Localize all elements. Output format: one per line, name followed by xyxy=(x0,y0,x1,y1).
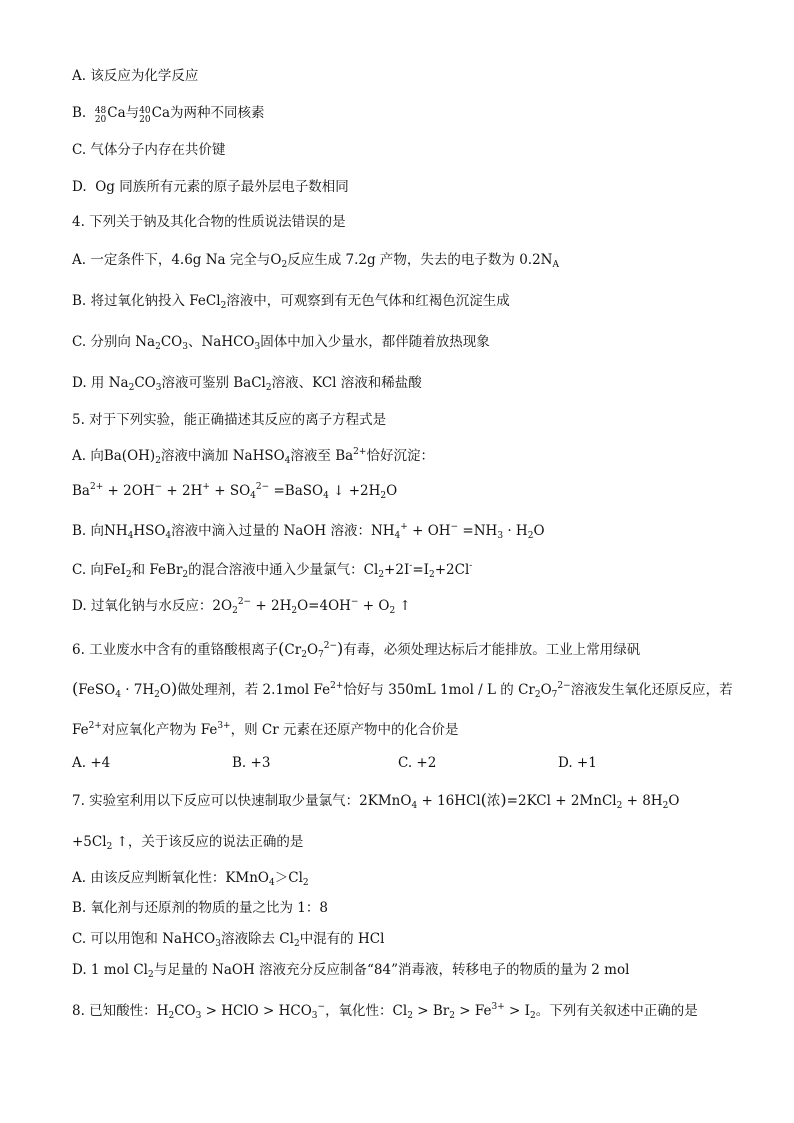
superscript: 2− xyxy=(255,482,270,492)
isotope-notation xyxy=(139,107,150,125)
text: 溶液发生氧化还原反应，若 xyxy=(570,682,733,698)
subscript: 4 xyxy=(394,531,401,541)
text: 的混合溶液中通入少量氯气：Cl xyxy=(188,562,379,578)
subscript: 2 xyxy=(128,383,135,393)
text: 固体中加入少量水，都伴随着放热现象 xyxy=(260,334,490,350)
text: + 2H xyxy=(162,483,203,499)
superscript: − xyxy=(317,1002,326,1012)
subscript: 2 xyxy=(220,301,227,311)
paren: ) xyxy=(500,790,507,809)
q3-option-b xyxy=(72,103,734,125)
text: C. 气体分子内存在共价键 xyxy=(72,142,226,158)
text: 溶液除去 Cl xyxy=(221,931,294,947)
text: HSO xyxy=(133,523,166,539)
superscript: + xyxy=(202,482,210,492)
q3-option-c xyxy=(72,140,734,160)
isotope-notation xyxy=(95,107,106,125)
text: +5Cl xyxy=(72,834,107,850)
superscript: 2+ xyxy=(353,447,367,457)
q4-stem xyxy=(72,212,734,232)
text: C. 可以用饱和 NaHCO xyxy=(72,931,216,947)
text: Cr xyxy=(284,642,302,658)
text: +2I xyxy=(384,562,410,578)
subscript: 4 xyxy=(323,491,329,501)
text: + 8H xyxy=(622,793,663,809)
subscript: 2 xyxy=(449,1011,455,1021)
text: A. 向Ba(OH) xyxy=(72,448,156,464)
subscript: 3 xyxy=(195,1011,202,1021)
superscript: 2− xyxy=(237,597,252,607)
subscript: 3 xyxy=(215,939,221,949)
subscript: 2 xyxy=(527,531,534,541)
q4-option-b xyxy=(72,291,734,316)
q6-option-c: C. +2 xyxy=(398,755,437,771)
q5-option-d xyxy=(72,592,734,621)
subscript: 2 xyxy=(534,690,541,700)
paren: ( xyxy=(72,679,79,698)
text: Fe xyxy=(72,722,89,738)
subscript: 2 xyxy=(125,570,132,580)
text: =BaSO xyxy=(269,483,324,499)
q3-option-d xyxy=(72,177,734,197)
subscript: 4 xyxy=(165,531,172,541)
text: 对应氧化产物为 Fe xyxy=(101,722,218,738)
subscript: 2 xyxy=(378,570,385,580)
superscript: - xyxy=(469,561,473,571)
subscript: 2 xyxy=(154,690,160,700)
text: Ba xyxy=(72,483,90,499)
text: B. xyxy=(72,105,87,121)
subscript: 4 xyxy=(269,878,275,888)
text: + 2H xyxy=(251,598,292,614)
text: 溶液中滴入过量的 NaOH 溶液：NH xyxy=(171,523,395,539)
subscript: 2 xyxy=(530,1011,536,1021)
text: 溶液、KCl 溶液和稀盐酸 xyxy=(271,375,422,391)
text: 4. 下列关于钠及其化合物的性质说法错误的是 xyxy=(72,214,346,230)
text: 溶液中滴加 NaHSO xyxy=(160,448,285,464)
q8-stem xyxy=(72,997,734,1026)
q6-option-d: D. +1 xyxy=(558,755,597,771)
text: O xyxy=(668,793,680,809)
text: ＞Cl xyxy=(274,870,303,886)
text: 。下列有关叙述中正确的是 xyxy=(535,1003,698,1019)
text: > HClO > HCO xyxy=(201,1003,312,1019)
text: =2KCl + 2MnCl xyxy=(506,793,617,809)
text: 6. 工业废水中含有的重铬酸根离子 xyxy=(72,642,279,658)
subscript: 2 xyxy=(148,970,154,980)
q5-option-a-equation xyxy=(72,477,734,506)
text: D. 过氧化钠与水反应：2O xyxy=(72,598,233,614)
subscript: 2 xyxy=(168,1011,175,1021)
subscript: 4 xyxy=(115,690,121,700)
text: 、NaHCO xyxy=(187,334,255,350)
subscript: 3 xyxy=(497,531,504,541)
q7-option-d xyxy=(72,960,734,985)
text: ，则 Cr 元素在还原产物中的化合价是 xyxy=(230,722,459,738)
q6-stem-line-3 xyxy=(72,716,734,740)
superscript: 2+ xyxy=(330,681,344,691)
subscript: 2 xyxy=(291,606,298,616)
q7-stem-line-2 xyxy=(72,832,734,857)
q6-stem-line-1 xyxy=(72,636,734,665)
paren: ( xyxy=(480,790,487,809)
q5-option-a xyxy=(72,442,734,471)
text: · 7H xyxy=(120,682,155,698)
superscript: − xyxy=(350,597,359,607)
text: O xyxy=(533,523,545,539)
superscript: 3+ xyxy=(491,1002,505,1012)
subscript: 2 xyxy=(155,342,161,352)
subscript: A xyxy=(552,260,559,270)
paren: ) xyxy=(337,639,344,658)
text: ，氧化性：Cl xyxy=(325,1003,408,1019)
text: > Br xyxy=(412,1003,450,1019)
q7-option-a xyxy=(72,868,734,893)
q6-option-a: A. +4 xyxy=(72,755,111,771)
text: 溶液至 Ba xyxy=(290,448,354,464)
superscript: 2− xyxy=(557,681,571,691)
q5-option-c xyxy=(72,556,734,585)
text: 同族所有元素的原子最外层电子数相同 xyxy=(119,179,349,195)
subscript: 7 xyxy=(551,690,558,700)
mass-number: 48 xyxy=(94,106,107,116)
superscript: 2+ xyxy=(88,721,102,731)
subscript: 3 xyxy=(155,383,162,393)
subscript: 2 xyxy=(265,383,272,393)
q6-stem-line-2 xyxy=(72,676,734,705)
text: 溶液中，可观察到有无色气体和红褐色沉淀生成 xyxy=(226,293,510,309)
text: > Fe xyxy=(454,1003,492,1019)
text: 8. 已知酸性：H xyxy=(72,1003,169,1019)
text: =NH xyxy=(458,523,498,539)
text: ↓ +2H xyxy=(328,483,381,499)
subscript: 2 xyxy=(616,801,623,811)
atomic-number: 20 xyxy=(94,115,107,125)
superscript: − xyxy=(154,482,163,492)
text: O xyxy=(306,642,319,658)
superscript: 2+ xyxy=(89,482,104,492)
element: Og xyxy=(95,179,115,195)
text: C. 分别向 Na xyxy=(72,334,156,350)
superscript: 3+ xyxy=(217,721,231,731)
text: B. 氧化剂与还原剂的物质的量之比为 1：8 xyxy=(72,900,328,916)
q4-option-c xyxy=(72,332,734,357)
subscript: 3 xyxy=(182,342,188,352)
text: 5. 对于下列实验，能正确描述其反应的离子方程式是 xyxy=(72,412,387,428)
text: CO xyxy=(174,1003,196,1019)
subscript: 2 xyxy=(389,606,396,616)
q7-stem-line-1 xyxy=(72,790,734,816)
text: 7. 实验室利用以下反应可以快速制取少量氯气：2KMnO xyxy=(72,793,412,809)
q7-option-b xyxy=(72,898,734,918)
text: B. 向NH xyxy=(72,523,128,539)
subscript: 7 xyxy=(318,650,324,660)
subscript: 2 xyxy=(662,801,669,811)
text: C. 向FeI xyxy=(72,562,126,578)
subscript: 2 xyxy=(182,570,189,580)
q5-option-b xyxy=(72,517,734,546)
element: Ca xyxy=(151,105,170,121)
q7-option-c xyxy=(72,929,734,954)
text: + O xyxy=(358,598,390,614)
text: O xyxy=(386,483,398,499)
q4-option-a xyxy=(72,250,734,275)
text: 和 FeBr xyxy=(131,562,183,578)
text: + 16HCl xyxy=(417,793,481,809)
subscript: 2 xyxy=(302,878,309,888)
text: 恰好沉淀： xyxy=(366,448,434,464)
text: + 2OH xyxy=(103,483,155,499)
text: D. xyxy=(72,179,87,195)
text: 中混有的 HCl xyxy=(299,931,385,947)
text: FeSO xyxy=(78,682,116,698)
text: O xyxy=(159,682,171,698)
q3-option-a xyxy=(72,66,734,86)
subscript: 2 xyxy=(380,491,387,501)
text: 浓 xyxy=(486,793,501,809)
element: Ca xyxy=(107,105,126,121)
subscript: 4 xyxy=(127,531,134,541)
q6-option-b: B. +3 xyxy=(232,755,271,771)
subscript: 3 xyxy=(254,342,261,352)
text: 与足量的 NaOH 溶液充分反应制备“84”消毒液，转移电子的物质的量为 2 mol xyxy=(153,962,630,978)
text: 溶液可鉴别 BaCl xyxy=(161,375,266,391)
text: A. 一定条件下，4.6g Na 完全与O xyxy=(72,252,282,268)
text: CO xyxy=(160,334,183,350)
subscript: 2 xyxy=(155,456,161,466)
subscript: 2 xyxy=(232,606,238,616)
text: ↑ xyxy=(395,598,411,614)
text: · H xyxy=(503,523,528,539)
superscript: + xyxy=(400,522,408,532)
paren: ) xyxy=(170,679,178,698)
text: + OH xyxy=(407,523,451,539)
superscript: − xyxy=(450,522,459,532)
text: B. 将过氧化钠投入 FeCl xyxy=(72,293,221,309)
paren: ( xyxy=(278,639,285,658)
text: D. 1 mol Cl xyxy=(72,962,148,978)
text: + SO xyxy=(209,483,251,499)
text: 恰好与 350mL 1mol / L 的 Cr xyxy=(343,682,535,698)
q5-stem xyxy=(72,410,734,430)
subscript: 2 xyxy=(106,842,113,852)
text: A. 由该反应判断氧化性：KMnO xyxy=(72,870,270,886)
text: O xyxy=(540,682,552,698)
subscript: 2 xyxy=(293,939,300,949)
text: 反应生成 7.2g 产物，失去的电子数为 0.2N xyxy=(287,252,553,268)
q4-option-d xyxy=(72,373,734,398)
text: +2Cl xyxy=(434,562,470,578)
text: D. 用 Na xyxy=(72,375,129,391)
text: 有毒，必须处理达标后才能排放。工业上常用绿矾 xyxy=(343,642,641,658)
superscript: 2− xyxy=(323,641,338,651)
superscript: - xyxy=(409,561,413,571)
text: > I xyxy=(504,1003,530,1019)
subscript: 2 xyxy=(281,260,288,270)
mass-number: 40 xyxy=(139,106,151,116)
subscript: 3 xyxy=(311,1011,318,1021)
text: A. 该反应为化学反应 xyxy=(72,68,199,84)
text: 做处理剂，若 2.1mol Fe xyxy=(177,682,331,698)
text: CO xyxy=(134,375,156,391)
text: O=4OH xyxy=(297,598,351,614)
text: 与 xyxy=(125,105,140,121)
subscript: 2 xyxy=(301,650,307,660)
subscript: 2 xyxy=(428,570,435,580)
text: =I xyxy=(412,562,429,578)
subscript: 4 xyxy=(284,456,291,466)
atomic-number: 20 xyxy=(139,115,151,125)
text: ↑，关于该反应的说法正确的是 xyxy=(112,834,304,850)
text: 为两种不同核素 xyxy=(170,105,265,121)
subscript: 2 xyxy=(407,1011,413,1021)
subscript: 4 xyxy=(411,801,418,811)
subscript: 4 xyxy=(250,491,256,501)
